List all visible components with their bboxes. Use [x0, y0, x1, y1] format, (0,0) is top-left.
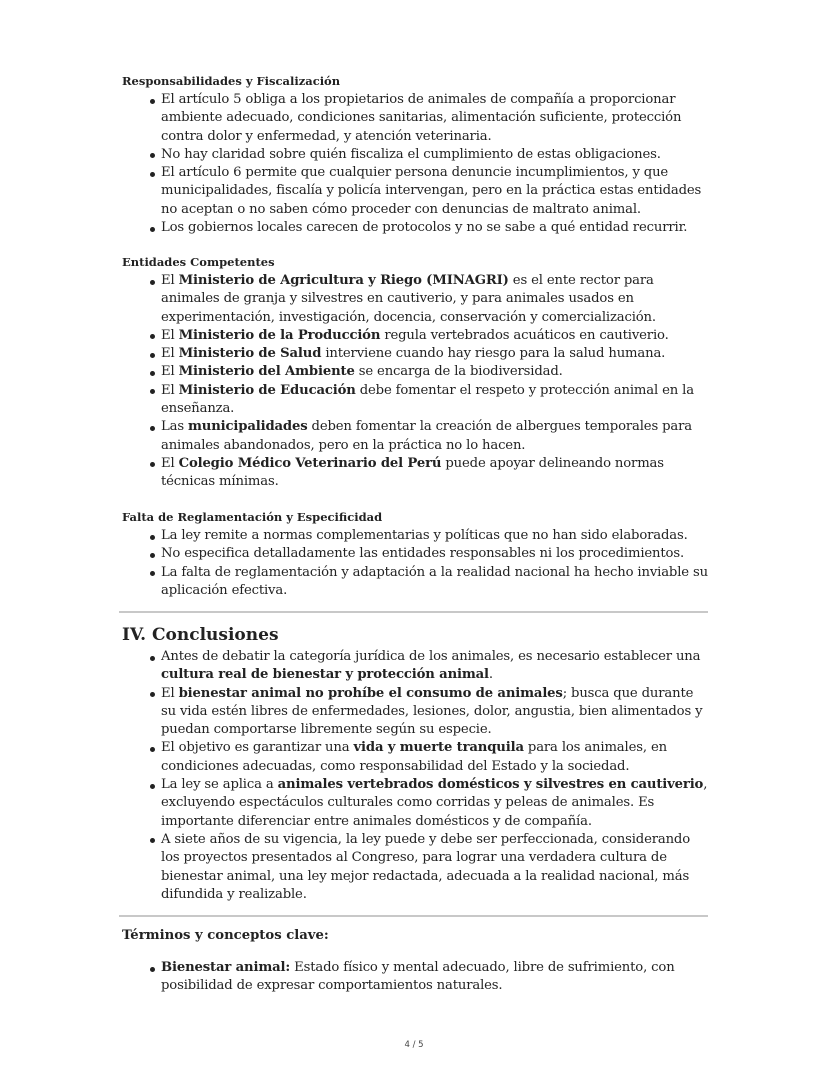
text: Estado físico y mental adecuado, libre de sufrimiento, con posibilidad de expresar comportamientos naturales. [161, 960, 675, 994]
list-item [161, 739, 712, 776]
bold-text: Ministerio de Salud [178, 346, 322, 362]
text: La ley se aplica a [161, 777, 278, 793]
text: El [161, 364, 179, 380]
divider [119, 611, 708, 613]
bold-text: municipalidades [187, 419, 308, 435]
page-number: 4 / 5 [404, 1040, 424, 1050]
text: El objetivo es garantizar una [161, 740, 354, 756]
text: La ley remite a normas complementarias y políticas que no han sido elaboradas. [161, 528, 688, 543]
bullet-list [122, 648, 712, 904]
list-item [161, 272, 712, 327]
section-conclusiones [122, 624, 712, 904]
list-item [161, 455, 712, 492]
text: No especifica detalladamente las entidades responsables ni los procedimientos. [161, 546, 684, 562]
text: para los animales, en condiciones adecuadas, como responsabilidad del Estado y la sociedad. [161, 740, 667, 774]
text: es el ente rector para animales de granja y silvestres en cautiverio, y para animales usados en experimentación, investigación, docencia, conservación y comercialización. [161, 273, 656, 325]
text: El [161, 455, 179, 471]
bold-text: Bienestar animal: [161, 960, 291, 975]
list-item [161, 776, 712, 831]
bold-text: Ministerio de la Producción [178, 327, 381, 343]
list-item [161, 545, 712, 563]
bullet-list [122, 91, 712, 237]
section-heading: Falta de Reglamentación y Especificidad [122, 510, 383, 524]
text: puede apoyar delineando normas técnicas mínimas. [161, 455, 664, 490]
list-item [161, 345, 712, 363]
bullet-list [122, 527, 712, 600]
section-heading: Términos y conceptos clave: [122, 928, 329, 943]
section-entidades [122, 254, 712, 492]
list-item [161, 685, 712, 740]
section-heading: Responsabilidades y Fiscalización [122, 74, 341, 88]
text: Antes de debatir la categoría jurídica de los animales, es necesario establecer una [161, 649, 701, 664]
section-title: IV. Conclusiones [122, 625, 279, 645]
divider [119, 915, 708, 917]
list-item [161, 164, 712, 219]
text: El [161, 346, 179, 362]
bold-text: Colegio Médico Veterinario del Perú [178, 455, 442, 471]
section-responsabilidades [122, 73, 712, 237]
text: deben fomentar la creación de albergues temporales para animales abandonados, pero en la práctica no lo hacen. [161, 419, 692, 453]
bold-text: bienestar animal no prohíbe el consumo de animales [178, 685, 563, 701]
bold-text: Ministerio de Educación [178, 382, 356, 398]
text: A siete años de su vigencia, la ley puede y debe ser perfeccionada, considerando los proyectos presentados al Congreso, para lograr una verdadera cultura de bienestar animal, una ley mejor redactada, adecuada a la realidad nacional, más difundida y realizable. [161, 831, 691, 902]
section-heading: Entidades Competentes [122, 255, 275, 269]
list-item [161, 959, 712, 996]
text: , excluyendo espectáculos culturales como corridas y peleas de animales. Es importante diferenciar entre animales domésticos y de compañía. [161, 777, 708, 829]
list-item [161, 418, 712, 455]
list-item [161, 363, 712, 381]
text: El artículo 5 obliga a los propietarios de animales de compañía a proporcionar ambiente adecuado, condiciones sanitarias, alimentación suficiente, protección contra dolor y enfermedad, y atención veterinaria. [161, 92, 682, 144]
text: ; busca que durante su vida estén libres de enfermedades, lesiones, dolor, angustia, bien alimentados y puedan comportarse libremente según su especie. [161, 685, 703, 738]
bold-text: Ministerio de Agricultura y Riego (MINAGRI) [178, 273, 509, 288]
bold-text: vida y muerte tranquila [353, 740, 524, 756]
list-item [161, 648, 712, 685]
text: No hay claridad sobre quién fiscaliza el cumplimiento de estas obligaciones. [161, 146, 661, 162]
text: El [161, 382, 179, 398]
list-item [161, 564, 712, 601]
list-item [161, 527, 712, 545]
text: El [161, 327, 179, 343]
text: El [161, 273, 179, 288]
text: se encarga de la biodiversidad. [354, 364, 563, 380]
list-item [161, 146, 712, 164]
text: Los gobiernos locales carecen de protocolos y no se sabe a qué entidad recurrir. [161, 220, 688, 236]
text: debe fomentar el respeto y protección animal en la enseñanza. [161, 382, 694, 417]
list-item [161, 382, 712, 419]
section-reglamentacion [122, 509, 712, 600]
bullet-list [122, 272, 712, 492]
list-item [161, 327, 712, 345]
bullet-list [122, 959, 712, 996]
text: La falta de reglamentación y adaptación a la realidad nacional ha hecho inviable su aplicación efectiva. [161, 564, 708, 598]
text: regula vertebrados acuáticos en cautiverio. [380, 327, 669, 343]
bold-text: cultura real de bienestar y protección animal [161, 667, 489, 683]
text: Las [161, 419, 188, 435]
bold-text: Ministerio del Ambiente [178, 364, 355, 380]
list-item [161, 91, 712, 146]
text: interviene cuando hay riesgo para la salud humana. [321, 346, 666, 362]
bold-text: animales vertebrados domésticos y silvestres en cautiverio [277, 777, 704, 793]
list-item [161, 831, 712, 904]
text: . [488, 667, 493, 683]
text: El [161, 685, 179, 701]
list-item [161, 219, 712, 237]
section-terminos [122, 927, 712, 996]
text: El artículo 6 permite que cualquier persona denuncie incumplimientos, y que municipalidades, fiscalía y policía intervengan, pero en la práctica estas entidades no aceptan o no saben cómo proceder con denuncias de maltrato animal. [161, 165, 702, 217]
